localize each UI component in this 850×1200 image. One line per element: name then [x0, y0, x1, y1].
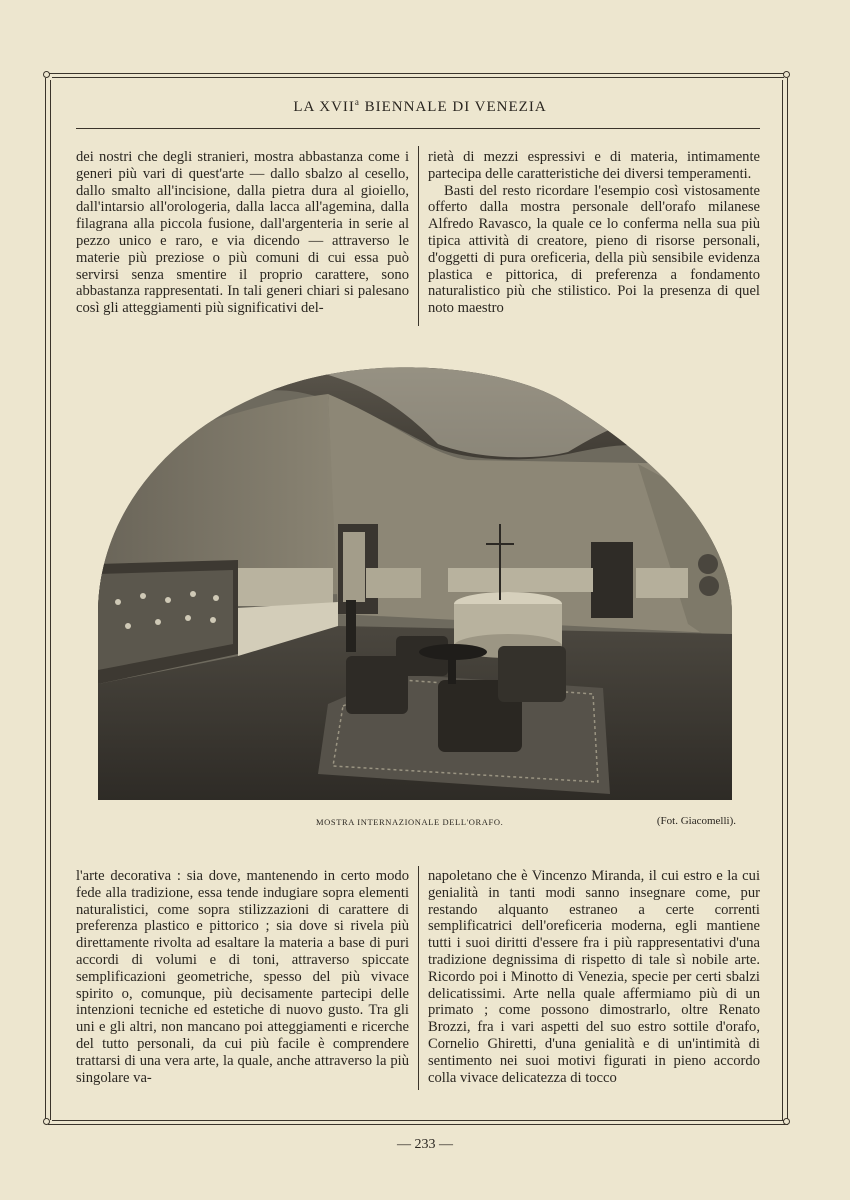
- frame-top-inner: [52, 77, 784, 78]
- bottom-column-divider: [418, 866, 419, 1090]
- page-number: — 233 —: [397, 1137, 453, 1152]
- frame-bottom-inner: [52, 1120, 784, 1121]
- top-right-paragraph-1: rietà di mezzi espressivi e di materia, intimamente partecipa delle caratteristiche dei diversi temperamenti.: [428, 149, 760, 182]
- top-left-column: dei nostri che degli stranieri, mostra abbastanza come i generi più vari di quest'arte — dallo sbalzo al cesello, dallo smalto all'incisione, dalla pietra dura al gioiello, dall'intarsio all'orologeria, dalla lacca all'agemina, dalla filagrana alla piccola fusione, dall'argenteria in serie al pezzo unico e raro, e via dicendo — attraverso le materie più preziose o più comuni di cui essa può servirsi senza smentire il proprio carattere, sono abbastanza rappresentati. In tali generi chiari si palesano così gli atteggiamenti più significativi del-: [76, 149, 409, 317]
- bottom-right-column: napoletano che è Vincenzo Miranda, il cui estro e la cui genialità in tanti modi sanno insegnare come, pur restando alquanto estraneo a certe correnti semplificatrici dell'oreficeria moderna, egli mantiene tutti i suoi diritti d'essere fra i più rappresentativi d'una tradizione degnissima di rispetto di tale sì nobile arte. Ricordo poi i Minotto di Venezia, specie per certi sbalzi delicatissimi. Arte nella quale affermiamo più di un primato ; come possono dimostrarlo, oltre Renato Brozzi, fra i vari aspetti del suo estro sottile d'orafo, Cornelio Ghiretti, d'una genialità e di un'intimità di sentimento nei suoi motivi figurati in pieno accordo colla vivace delicatezza di tocco: [428, 868, 760, 1086]
- running-head-pre: LA XVII: [293, 99, 355, 115]
- running-head: [60, 97, 780, 116]
- frame-corner-bl: [43, 1118, 50, 1125]
- running-head-sup: a: [354, 97, 360, 107]
- top-column-divider: [418, 146, 419, 326]
- bottom-left-column: l'arte decorativa : sia dove, mantenendo in certo modo fede alla tradizione, essa tende indugiare sopra elementi naturalistici, come sopra stilizzazioni di carattere di preferenza plastico e pittorico ; sia dove si rivela più direttamente rivolta ad esaltare la materia a base di puri accordi di volumi e di toni, attraverso spiccate semplificazioni geometriche, spesso del più vivace spirito o, comunque, più decisamente partecipi delle intenzioni tecniche ed estetiche di nuovo gusto. Tra gli uni e gli altri, non mancano poi atteggiamenti e ricerche del tutto personali, da cui più facile è comprendere trattarsi di una vera arte, la quale, anche attraverso la più singolare va-: [76, 868, 409, 1086]
- frame-corner-tl: [43, 71, 50, 78]
- photo-credit: (Fot. Giacomelli).: [656, 815, 736, 827]
- frame-corner-br: [783, 1118, 790, 1125]
- frame-left-inner: [50, 80, 51, 1120]
- running-head-post: BIENNALE DI VENEZIA: [359, 99, 547, 115]
- frame-top-outer: [48, 73, 788, 74]
- frame-left-outer: [45, 78, 46, 1122]
- frame-right-outer: [787, 78, 788, 1122]
- frame-right-inner: [782, 80, 783, 1120]
- header-rule: [76, 128, 760, 129]
- exhibition-photograph: [98, 364, 732, 800]
- top-right-column: [428, 149, 760, 317]
- frame-bottom-outer: [48, 1124, 788, 1125]
- frame-corner-tr: [783, 71, 790, 78]
- top-right-paragraph-2: Basti del resto ricordare l'esempio così vistosamente offerto dalla mostra personale dell'orafo milanese Alfredo Ravasco, la quale ce lo conferma nella sua più tipica attività di creatore, pieno di risorse personali, d'oggetti di pura oreficeria, della più sensibile evidenza plastica e pittorica, di preferenza a fondamento naturalistico più che stilistico. Poi la presenza di quel noto maestro: [428, 182, 760, 317]
- figure-caption: MOSTRA INTERNAZIONALE DELL'ORAFO.: [316, 817, 504, 827]
